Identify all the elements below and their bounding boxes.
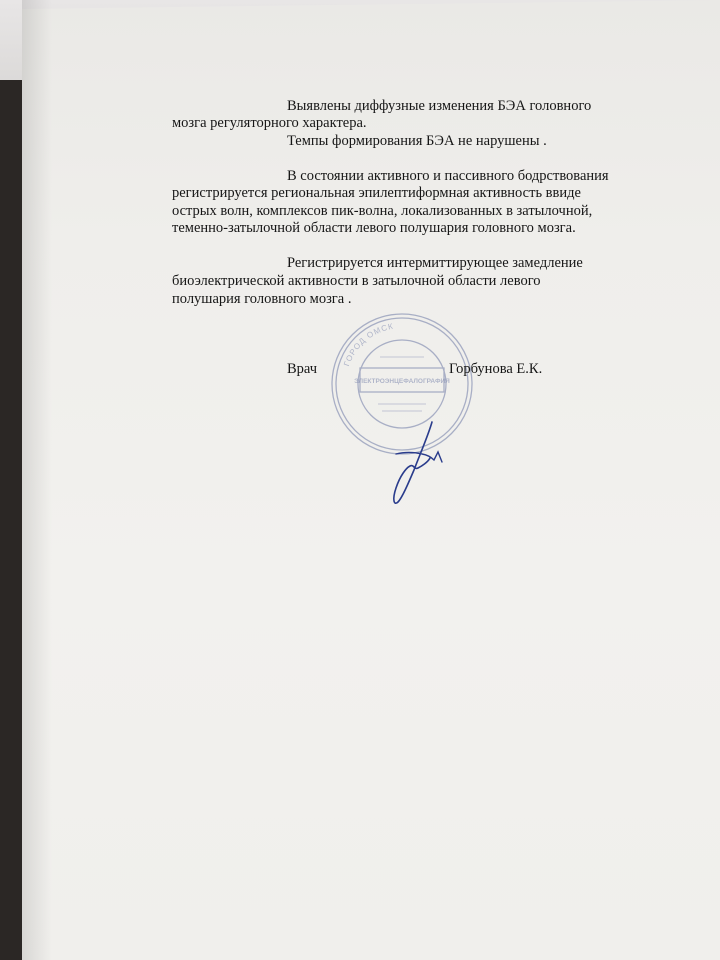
para1-line3: Темпы формирования БЭА не нарушены . bbox=[287, 133, 547, 149]
para3-line3: полушария головного мозга . bbox=[172, 291, 352, 307]
para2-line2: регистрируется региональная эпилептиформная активность ввиде bbox=[172, 185, 581, 201]
para3-line1: Регистрируется интермиттирующее замедление bbox=[287, 255, 583, 271]
stamp-center-text: ЭЛЕКТРОЭНЦЕФАЛОГРАФИЯ bbox=[354, 378, 450, 385]
signer-role: Врач bbox=[287, 361, 318, 377]
stamp-ring-text: ГОРОД ОМСК bbox=[342, 321, 395, 368]
para2-line1: В состоянии активного и пассивного бодрствования bbox=[287, 168, 609, 184]
para2-line3: острых волн, комплексов пик-волна, локализованных в затылочной, bbox=[172, 203, 593, 219]
para1-line1: Выявлены диффузные изменения БЭА головного bbox=[287, 98, 592, 114]
para1-line2: мозга регуляторного характера. bbox=[172, 115, 367, 131]
signer-name: Горбунова Е.К. bbox=[449, 361, 543, 377]
para3-line2: биоэлектрической активности в затылочной области левого bbox=[172, 273, 541, 289]
para2-line4: теменно-затылочной области левого полушария головного мозга. bbox=[172, 220, 576, 236]
handwritten-signature bbox=[388, 418, 448, 508]
